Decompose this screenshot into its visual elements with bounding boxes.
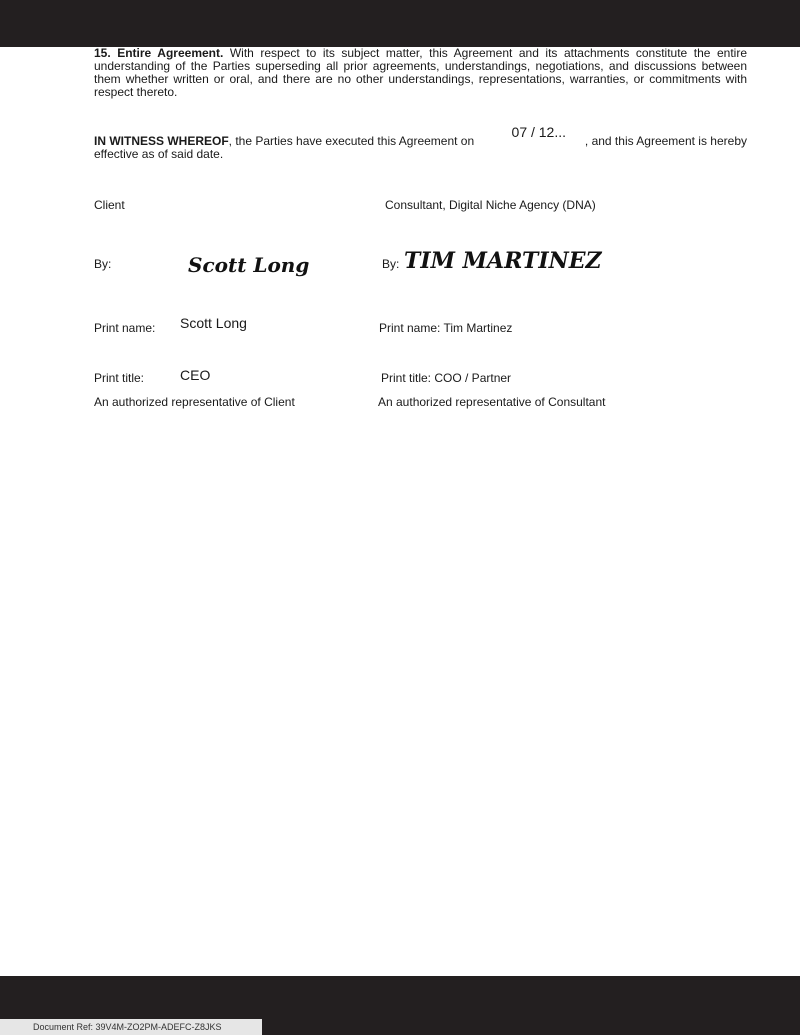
witness-heading: IN WITNESS WHEREOF <box>94 134 229 148</box>
witness-before-date: , the Parties have executed this Agreement on <box>228 134 475 148</box>
consultant-print-name: Print name: Tim Martinez <box>379 321 513 335</box>
consultant-signature-text: TIM MARTINEZ <box>404 248 602 274</box>
document-reference: Document Ref: 39V4M-ZO2PM-ADEFC-Z8JKS <box>0 1019 262 1035</box>
consultant-signature <box>402 242 602 276</box>
witness-date-value: 07 / 12... <box>511 124 567 140</box>
section-15-body: With respect to its subject matter, this Agreement and its attachments constitute the entire understanding of the Parties superseding all prior agreements, understandings, negotiations, and discussions between them whether written or oral, and there are no other understandings, representations, warranties, or commitments with respect thereto. <box>94 46 747 99</box>
witness-line-2: effective as of said date. <box>94 147 224 161</box>
client-party-label: Client <box>94 198 125 212</box>
consultant-by-label: By: <box>382 257 400 271</box>
client-print-title-value[interactable]: CEO <box>180 367 211 383</box>
witness-after-date: , and this Agreement is hereby <box>584 134 747 148</box>
consultant-party-label: Consultant, Digital Niche Agency (DNA) <box>385 198 596 212</box>
client-print-title-label: Print title: <box>94 371 145 385</box>
top-bar <box>0 0 800 47</box>
client-print-name-value[interactable]: Scott Long <box>180 315 247 331</box>
consultant-representative-text: An authorized representative of Consultant <box>378 395 606 409</box>
section-15-entire-agreement <box>94 47 747 99</box>
section-15-heading: 15. Entire Agreement. <box>94 46 224 60</box>
witness-clause <box>94 124 747 161</box>
client-by-label: By: <box>94 257 112 271</box>
client-print-name-label: Print name: <box>94 321 156 335</box>
consultant-print-title: Print title: COO / Partner <box>381 371 512 385</box>
client-representative-text: An authorized representative of Client <box>94 395 295 409</box>
client-signature-text: Scott Long <box>188 253 310 277</box>
client-signature <box>184 246 310 282</box>
witness-date-field[interactable] <box>494 124 567 148</box>
